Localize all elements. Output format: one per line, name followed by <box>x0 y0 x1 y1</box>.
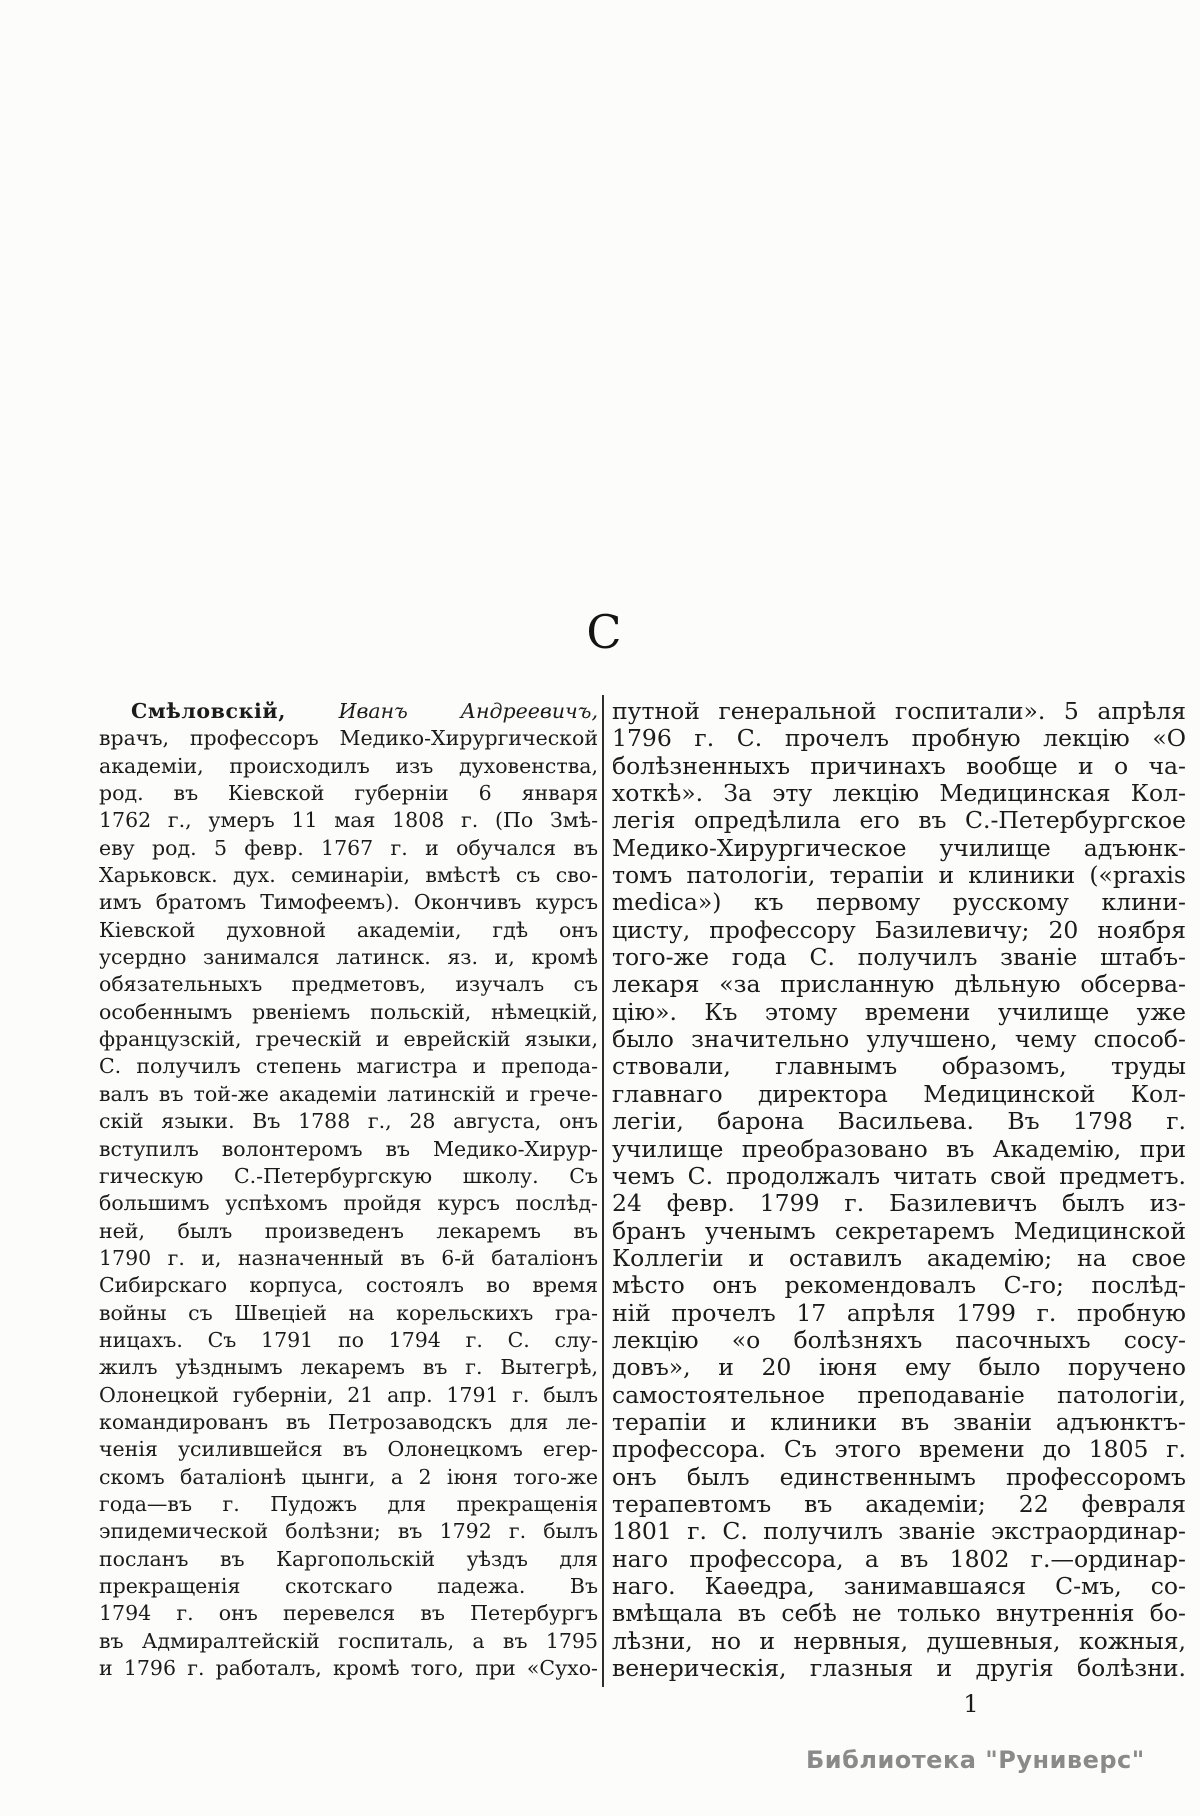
text-line: прекращенія скотскаго падежа. Въ <box>99 1574 598 1598</box>
text-line: ствовали, главнымъ образомъ, труды <box>612 1052 1186 1081</box>
text-line: болѣзненныхъ причинахъ вообще и о ча- <box>612 751 1186 780</box>
text-line: скомъ баталіонѣ цынги, а 2 іюня того-же <box>99 1464 598 1489</box>
text-line: врачъ, профессоръ Медико-Хирургической <box>99 726 598 751</box>
text-line: 1801 г. С. получилъ званіе экстраординар- <box>612 1517 1186 1546</box>
text-segment: Смѣловскій, <box>131 699 286 723</box>
text-line: жилъ уѣзднымъ лекаремъ въ г. Вытегрѣ, <box>99 1355 598 1380</box>
text-line: путной генеральной госпитали». 5 апрѣля <box>612 697 1186 725</box>
text-line: самостоятельное преподаваніе патологіи, <box>612 1380 1186 1409</box>
page-number: 1 <box>963 1690 979 1718</box>
text-line: вступилъ волонтеромъ въ Медико-Хирур- <box>99 1136 598 1161</box>
text-line: въ Адмиралтейскій госпиталь, а въ 1795 <box>99 1628 598 1653</box>
text-line: 1794 г. онъ перевелся въ Петербургъ <box>99 1601 598 1626</box>
text-line: ней, былъ произведенъ лекаремъ въ <box>99 1218 598 1243</box>
text-line: ницахъ. Съ 1791 по 1794 г. С. слу- <box>99 1327 598 1352</box>
text-line: Кіевской духовной академіи, гдѣ онъ <box>99 917 598 942</box>
text-line: было значительно улучшено, чему способ- <box>612 1025 1186 1054</box>
text-line: легіи, барона Васильева. Въ 1798 г. <box>612 1107 1186 1136</box>
text-segment: Андреевичъ, <box>460 699 598 723</box>
text-line: усердно занимался латинск. яз. и, кромѣ <box>99 945 598 970</box>
text-line: онъ былъ единственнымъ профессоромъ <box>612 1462 1186 1491</box>
text-line: лѣзни, но и нервныя, душевныя, кожныя, <box>612 1626 1186 1655</box>
text-line: терапевтомъ въ академіи; 22 февраля <box>612 1489 1186 1518</box>
text-line: мѣсто онъ рекомендовалъ С-го; послѣд- <box>612 1271 1186 1300</box>
text-line: года—въ г. Пудожъ для прекращенія <box>99 1491 598 1516</box>
text-line: терапіи и клиники въ званіи адъюнктъ- <box>612 1407 1186 1436</box>
text-line: французскій, греческій и еврейскій языки, <box>99 1027 598 1052</box>
text-line: ній прочелъ 17 апрѣля 1799 г. пробную <box>612 1298 1186 1327</box>
text-line: 1790 г. и, назначенный въ 6-й баталіонъ <box>99 1245 598 1270</box>
text-line: чемъ С. продолжалъ читать свой предметъ. <box>612 1161 1186 1190</box>
text-line: цисту, профессору Базилевичу; 20 ноября <box>612 915 1186 944</box>
text-line: обязательныхъ предметовъ, изучалъ съ <box>99 972 598 997</box>
right-column <box>612 698 1186 1682</box>
text-line: Олонецкой губерніи, 21 апр. 1791 г. былъ <box>99 1382 598 1407</box>
text-line: ченія усилившейся въ Олонецкомъ егер- <box>99 1437 598 1462</box>
text-line: большимъ успѣхомъ пройдя курсъ послѣд- <box>99 1191 598 1216</box>
text-line: венерическія, глазныя и другія болѣзни. <box>612 1654 1186 1683</box>
text-line: легія опредѣлила его въ С.-Петербургское <box>612 806 1186 835</box>
text-line: Коллегіи и оставилъ академію; на свое <box>612 1243 1186 1272</box>
text-segment: Иванъ <box>338 699 408 723</box>
text-line: род. въ Кіевской губерніи 6 января <box>99 781 598 806</box>
text-line: 1762 г., умеръ 11 мая 1808 г. (По Змѣ- <box>99 808 598 833</box>
text-line: лекаря «за присланную дѣльную обсерва- <box>612 970 1186 999</box>
text-line: хоткѣ». За эту лекцію Медицинская Кол- <box>612 779 1186 808</box>
text-line: академіи, происходилъ изъ духовенства, <box>99 753 598 778</box>
text-line: того-же года С. получилъ званіе штабъ- <box>612 943 1186 972</box>
text-line: еву род. 5 февр. 1767 г. и обучался въ <box>99 835 598 860</box>
text-line: наго профессора, а въ 1802 г.—ординар- <box>612 1544 1186 1573</box>
text-line: 1796 г. С. прочелъ пробную лекцію «О <box>612 724 1186 753</box>
text-line: лекцію «о болѣзняхъ пасочныхъ сосу- <box>612 1325 1186 1354</box>
text-line: войны съ Швеціей на корельскихъ гра- <box>99 1300 598 1325</box>
text-line: и 1796 г. работалъ, кромѣ того, при «Сухо- <box>99 1656 598 1681</box>
text-line: цію». Къ этому времени училище уже <box>612 997 1186 1026</box>
text-line: Медико-Хирургическое училище адъюнк- <box>612 833 1186 862</box>
watermark: Библиотека "Руниверс" <box>806 1746 1145 1774</box>
text-line <box>99 698 598 725</box>
text-line: особеннымъ рвеніемъ польскій, нѣмецкій, <box>99 999 598 1024</box>
section-letter-heading: С <box>586 605 622 659</box>
text-line: валъ въ той-же академіи латинскій и грече- <box>99 1081 598 1106</box>
text-line: довъ», и 20 іюня ему было поручено <box>612 1353 1186 1382</box>
text-line: 24 февр. 1799 г. Базилевичъ былъ из- <box>612 1189 1186 1218</box>
text-line: имъ братомъ Тимофеемъ). Окончивъ курсъ <box>99 890 598 915</box>
text-line: профессора. Съ этого времени до 1805 г. <box>612 1435 1186 1464</box>
text-line: томъ патологіи, терапіи и клиники («praxis <box>612 861 1186 890</box>
text-line: училище преобразовано въ Академію, при <box>612 1134 1186 1163</box>
text-line: главнаго директора Медицинской Кол- <box>612 1079 1186 1108</box>
text-line: командированъ въ Петрозаводскъ для ле- <box>99 1409 598 1434</box>
column-divider <box>602 695 604 1687</box>
text-line: наго. Каѳедра, занимавшаяся С-мъ, со- <box>612 1572 1186 1600</box>
text-line: гическую С.-Петербургскую школу. Съ <box>99 1163 598 1188</box>
text-line: скій языки. Въ 1788 г., 28 августа, онъ <box>99 1109 598 1134</box>
text-line: С. получилъ степень магистра и препода- <box>99 1054 598 1079</box>
text-line: medica») къ первому русскому клини- <box>612 888 1186 917</box>
text-line: бранъ ученымъ секретаремъ Медицинской <box>612 1216 1186 1245</box>
text-line: эпидемической болѣзни; въ 1792 г. былъ <box>99 1519 598 1544</box>
left-column <box>99 698 598 1682</box>
text-line: посланъ въ Каргопольскій уѣздъ для <box>99 1546 598 1571</box>
text-line: Сибирскаго корпуса, состоялъ во время <box>99 1273 598 1298</box>
text-line: вмѣщала въ себѣ не только внутреннія бо- <box>612 1599 1186 1628</box>
text-line: Харьковск. дух. семинаріи, вмѣстѣ съ сво- <box>99 863 598 888</box>
